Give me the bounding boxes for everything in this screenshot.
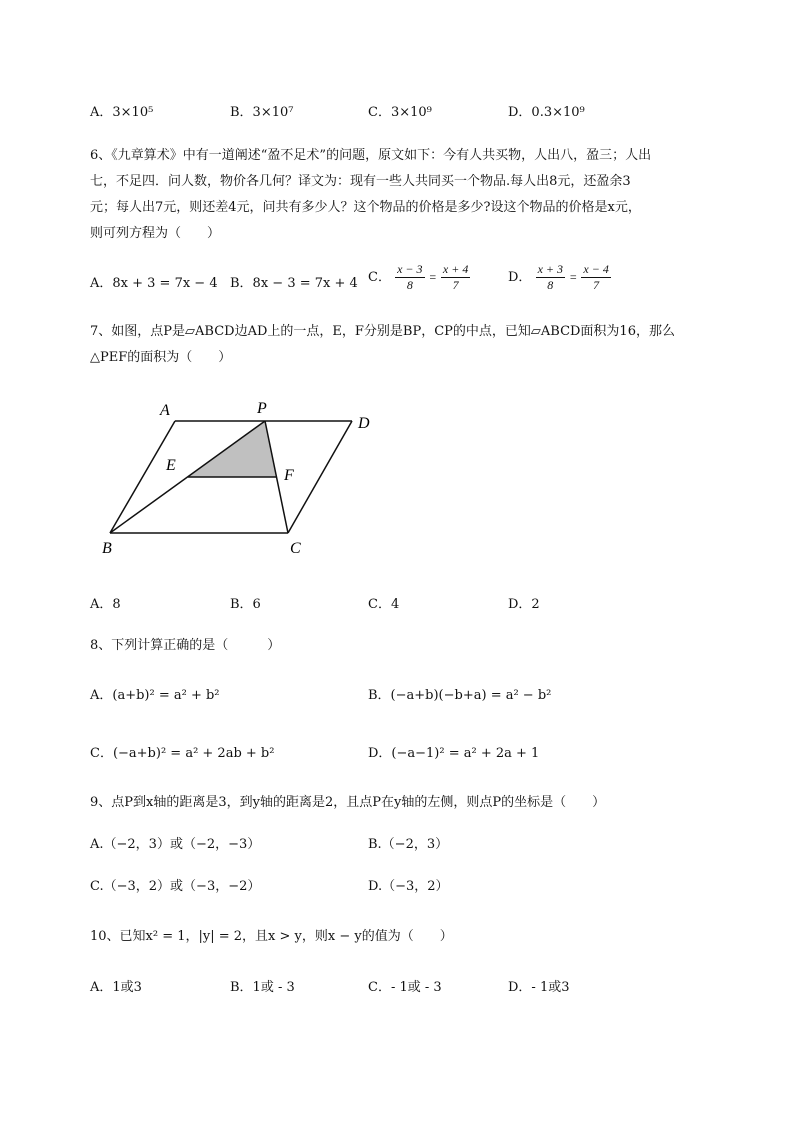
- point-label-f: F: [284, 467, 294, 484]
- triangle-pef-shaded: [188, 421, 276, 477]
- q10-option-a: A．1或3: [90, 980, 142, 995]
- fraction-denominator: 7: [452, 278, 459, 292]
- fraction-denominator: 8: [547, 278, 554, 292]
- fraction-numerator: x + 4: [442, 262, 469, 276]
- q6-stem-line-2: 七，不足四．问人数，物价各几何？译文为：现有一些人共同买一个物品.每人出8元，还盈余3: [90, 174, 631, 189]
- q6-option-d-label: D．: [508, 270, 532, 285]
- segment-ba: [110, 421, 175, 533]
- q7-option-b: B．6: [230, 597, 261, 612]
- q5-option-a: A．3×10⁵: [90, 105, 154, 120]
- equals-sign: =: [428, 270, 437, 284]
- q9-option-c: C.（−3，2）或（−3，−2）: [90, 879, 261, 894]
- q6-option-a: A．8x + 3 = 7x − 4: [90, 276, 218, 291]
- point-label-c: C: [290, 540, 301, 557]
- q7-stem-line-2: △PEF的面积为（ ）: [90, 350, 232, 365]
- q8-option-b: B．(−a+b)(−b+a) = a² − b²: [368, 688, 552, 703]
- q5-option-d: D．0.3×10⁹: [508, 105, 585, 120]
- fraction-denominator: 7: [593, 278, 600, 292]
- point-label-a: A: [160, 402, 170, 419]
- q9-option-a: A.（−2，3）或（−2，−3）: [90, 837, 261, 852]
- q6-stem-line-1: 6、《九章算术》中有一道阐述“盈不足术”的问题，原文如下：今有人共买物，人出八，盈三；人出: [90, 148, 652, 163]
- q10-option-c: C．- 1或 - 3: [368, 980, 442, 995]
- point-label-e: E: [166, 457, 176, 474]
- q6-option-b: B．8x − 3 = 7x + 4: [230, 276, 358, 291]
- q7-option-d: D．2: [508, 597, 540, 612]
- q8-option-d: D．(−a−1)² = a² + 2a + 1: [368, 746, 540, 761]
- fraction-numerator: x − 3: [397, 262, 423, 276]
- q8-stem: 8、下列计算正确的是（ ）: [90, 638, 281, 653]
- point-label-p: P: [257, 400, 267, 417]
- q9-option-d: D.（−3，2）: [368, 879, 449, 894]
- q7-stem-line-1: 7、如图，点P是▱ABCD边AD上的一点，E，F分别是BP，CP的中点，已知▱ABCD面积为16，那么: [90, 324, 675, 339]
- q8-option-c: C．(−a+b)² = a² + 2ab + b²: [90, 746, 275, 761]
- q9-option-b: B.（−2，3）: [368, 837, 449, 852]
- fraction-numerator: x + 3: [537, 262, 564, 276]
- q6-stem-line-4: 则可列方程为（ ）: [90, 226, 221, 241]
- q6-stem-line-3: 元；每人出7元，则还差4元，问共有多少人？这个物品的价格是多少?设这个物品的价格是x元，: [90, 200, 641, 215]
- q5-option-c: C．3×10⁹: [368, 105, 432, 120]
- q8-option-a: A．(a+b)² = a² + b²: [90, 688, 220, 703]
- point-label-b: B: [102, 540, 112, 557]
- q9-stem: 9、点P到x轴的距离是3，到y轴的距离是2，且点P在y轴的左侧，则点P的坐标是（ ）: [90, 795, 606, 810]
- segment-dc: [288, 421, 352, 533]
- q6-option-c-label: C．: [368, 270, 391, 285]
- equals-sign: =: [569, 270, 578, 284]
- q7-option-a: A．8: [90, 597, 121, 612]
- q10-option-d: D．- 1或3: [508, 980, 570, 995]
- fraction-numerator: x − 4: [583, 262, 609, 276]
- q10-option-b: B．1或 - 3: [230, 980, 295, 995]
- q7-option-c: C．4: [368, 597, 400, 612]
- q10-stem: 10、已知x² = 1，|y| = 2，且x > y，则x − y的值为（ ）: [90, 929, 453, 944]
- fraction-denominator: 8: [406, 278, 413, 292]
- point-label-d: D: [358, 415, 370, 432]
- q5-option-b: B．3×10⁷: [230, 105, 294, 120]
